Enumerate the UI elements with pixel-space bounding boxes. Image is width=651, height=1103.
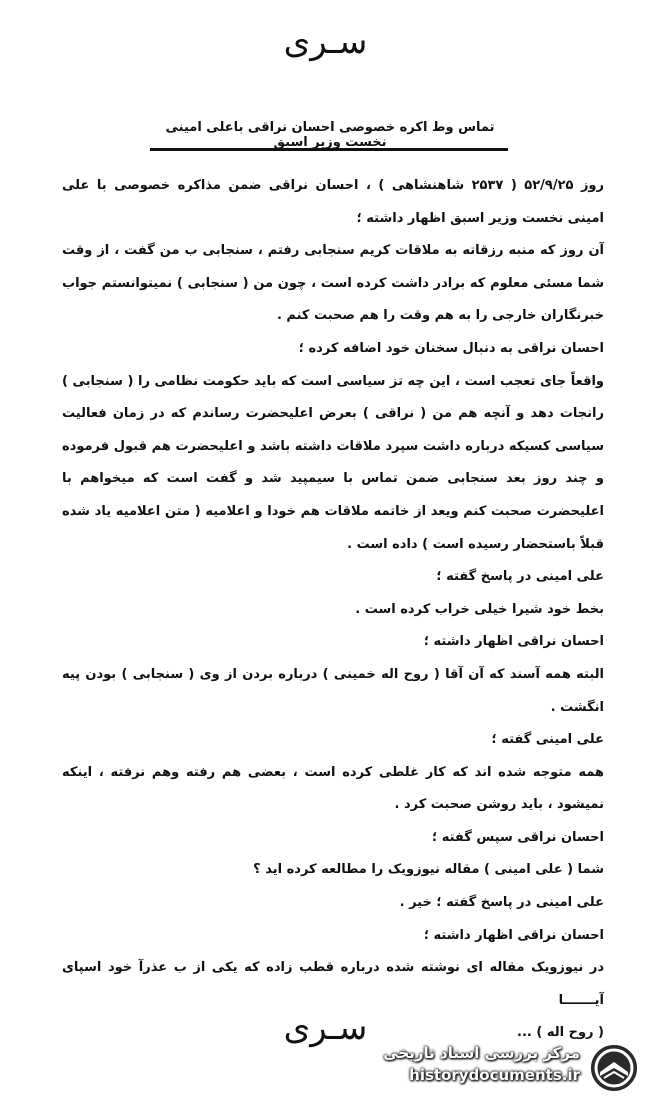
book-emblem-icon bbox=[588, 1042, 640, 1094]
subject-underline bbox=[150, 148, 508, 151]
paragraph-amini-said: علی امینی گفته ؛ bbox=[491, 732, 604, 748]
paragraph-naraghi-then: احسان نراقی سپس گفته ؛ bbox=[432, 829, 604, 845]
watermark-logo bbox=[372, 1040, 644, 1098]
paragraph-amini-reply: علی امینی در پاسخ گفته ؛ bbox=[436, 569, 604, 585]
paragraph-amini-statement: بخط خود شیرا خیلی خراب کرده است . bbox=[355, 601, 604, 617]
paragraph-naraghi-remarks: واقعاً جای تعجب است ، این چه تز سیاسی است که باید حکومت نظامی را ( سنجابی ) رانجات دهد و آنچه هم من ( نراقی ) بعرض اعلیحضرت رساندم که در زمان فعالیت سیاسی کسیکه درباره داشت سپرد ملاقات داشته باشد و اعلیحضرت هم قبول فرموده و چند روز بعد سنجابی ضمن تماس با سیمپید شد و گفت است که میخواهم با اعلیحضرت صحبت کنم ویعد از خاتمه ملاقات هم خودا و اعلامیه ( متن اعلامیه یاد شده قبلاً باستحضار رسیده است ) داده است . bbox=[62, 373, 604, 552]
logo-persian-name: مرکز بررسی اسناد تاریخی bbox=[383, 1044, 580, 1062]
classification-top: سـری bbox=[283, 22, 368, 62]
paragraph-naraghi-states-2: احسان نراقی اظهار داشته ؛ bbox=[423, 927, 604, 943]
logo-text bbox=[375, 1044, 580, 1084]
logo-website: historydocuments.ir bbox=[409, 1066, 580, 1084]
paragraph-sanjabi-meeting: آن روز که منبه رزقاته به ملاقات کریم سنجابی رفتم ، سنجابی ب من گفت ، از وقت شما مسئی معلوم که برادر داشت کرده است ، چون من ( سنجابی ) نمیتوانستم جواب خبرنگاران خارجی را به هم وقت را هم صحبت کنم . bbox=[62, 243, 604, 324]
paragraph-date: روز ۵۲/۹/۲۵ ( ۲۵۳۷ شاهنشاهی ) ، احسان نراقی ضمن مذاکره خصوصی با علی امینی نخست وزیر اسبق اظهار داشته ؛ bbox=[62, 178, 604, 226]
paragraph-newsweek-article: در نیوزویک مقاله ای نوشته شده درباره قطب زاده که یکی از ب عذرآ خود اسپای آیـــــــا bbox=[62, 960, 604, 1008]
paragraph-amini-remarks: همه متوجه شده اند که کار غلطی کرده است ، بعضی هم رفته وهم نرفته ، اینکه نمیشود ، باید روشن صحبت کرد . bbox=[62, 764, 604, 813]
document-subject: تماس وط اکره خصوصی احسان نراقی باعلی امینی نخست وزیر اسبق bbox=[165, 120, 495, 150]
paragraph-amini-no: علی امینی در پاسخ گفته ؛ خیر . bbox=[399, 895, 604, 911]
paragraph-naraghi-states: احسان نراقی اظهار داشته ؛ bbox=[423, 634, 604, 650]
paragraph-ruhollah: ( روح اله ) ... bbox=[517, 1025, 604, 1041]
paragraph-khomeini-note: البته همه آسند که آن آقا ( روح اله خمینی ) درباره بردن از وی ( سنجابی ) بودن پیه انگشت . bbox=[62, 666, 604, 715]
classification-bottom: سـری bbox=[283, 1008, 368, 1048]
paragraph-naraghi-adds: احسان نراقی به دنبال سخنان خود اضافه کرده ؛ bbox=[298, 340, 604, 356]
document-body bbox=[62, 170, 604, 1050]
paragraph-newsweek-question: شما ( علی امینی ) مقاله نیوزویک را مطالعه کرده اید ؟ bbox=[253, 862, 604, 878]
